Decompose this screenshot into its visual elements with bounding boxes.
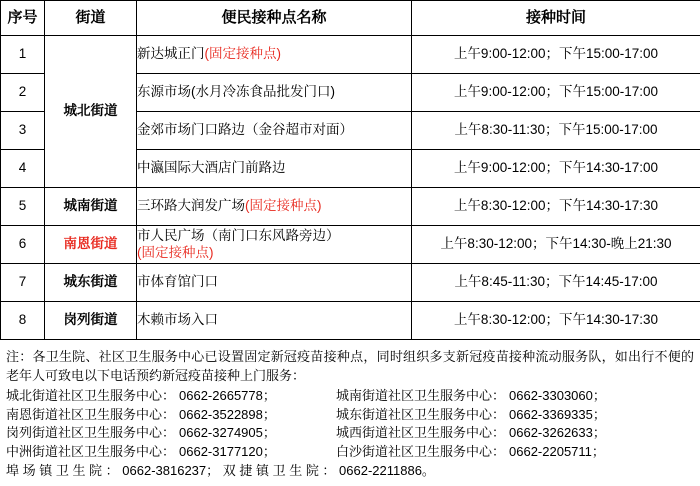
cell-street: 城东街道 [45,264,137,302]
cell-index: 3 [1,112,45,150]
phone-row [6,443,694,462]
cell-index: 8 [1,302,45,340]
table-row [1,188,700,226]
phone-org-name: 白沙街道社区卫生服务中心： [336,444,506,460]
notes-section [0,348,700,481]
phone-org-name: 城东街道社区卫生服务中心： [336,406,506,422]
table-row [1,226,700,264]
site-name: 新达城正门 [137,46,205,62]
phone-number: 0662-3522898； [179,406,276,422]
cell-time: 上午8:30-12:00；下午14:30-17:30 [412,302,700,340]
phone-entry [6,424,336,443]
site-fixed-tag: (固定接种点) [245,198,322,214]
site-fixed-tag: (固定接种点) [204,46,281,62]
site-name: 市人民广场（南门口东风路旁边） [137,227,340,243]
cell-site [137,264,412,302]
table-header [1,1,700,36]
cell-site [137,150,412,188]
phone-row [6,406,694,425]
cell-time: 上午8:30-11:30；下午15:00-17:00 [412,112,700,150]
cell-site [137,188,412,226]
cell-street: 城南街道 [45,188,137,226]
cell-time: 上午9:00-12:00；下午14:30-17:00 [412,150,700,188]
cell-street: 岗列街道 [45,302,137,340]
cell-index: 2 [1,74,45,112]
phone-number: 0662-3369335； [509,406,606,422]
phone-entry [336,387,606,406]
phone-org-name: 城西街道社区卫生服务中心： [336,425,506,441]
table-header-row [1,1,700,36]
cell-index: 6 [1,226,45,264]
cell-time: 上午8:30-12:00；下午14:30-17:30 [412,188,700,226]
phone-org-name: 城南街道社区卫生服务中心： [336,387,506,403]
phone-list [6,387,694,481]
column-header-site: 便民接种点名称 [137,1,412,36]
phone-org-name: 城北街道社区卫生服务中心： [6,387,176,403]
cell-site [137,74,412,112]
phone-number: 0662-3274905； [179,425,276,441]
table-row [1,36,700,74]
cell-time: 上午9:00-12:00；下午15:00-17:00 [412,36,700,74]
table-body [1,36,700,340]
cell-time: 上午9:00-12:00；下午15:00-17:00 [412,74,700,112]
phone-entry [336,443,605,462]
phone-entry [336,406,606,425]
phone-entry [6,387,336,406]
cell-site [137,112,412,150]
cell-index: 7 [1,264,45,302]
table-row [1,302,700,340]
phone-entry [6,443,336,462]
cell-site [137,36,412,74]
site-name: 中瀛国际大酒店门前路边 [137,160,286,176]
cell-index: 1 [1,36,45,74]
phone-number: 0662-3262633； [509,425,606,441]
note-text: 注：各卫生院、社区卫生服务中心已设置固定新冠疫苗接种点，同时组织多支新冠疫苗接种流动服务队，如出行不便的老年人可致电以下电话预约新冠疫苗接种上门服务： [6,349,694,383]
cell-time: 上午8:45-11:30；下午14:45-17:00 [412,264,700,302]
cell-street: 城北街道 [45,36,137,188]
phone-entry [6,406,336,425]
phone-number: 0662-2665778； [179,387,276,403]
cell-index: 4 [1,150,45,188]
phone-number: 0662-2205711； [509,444,605,460]
site-name: 三环路大润发广场 [137,198,245,214]
cell-index: 5 [1,188,45,226]
cell-site [137,302,412,340]
column-header-time: 接种时间 [412,1,700,36]
site-name: 木赖市场入口 [137,312,218,328]
cell-site [137,226,412,264]
site-name: 东源市场(水月冷冻食品批发门口) [137,84,335,100]
phone-entry [336,424,606,443]
table-row [1,264,700,302]
cell-time: 上午8:30-12:00；下午14:30-晚上21:30 [412,226,700,264]
phone-number: 0662-3303060； [509,387,606,403]
column-header-street: 街道 [45,1,137,36]
phone-org-name: 中洲街道社区卫生服务中心： [6,444,176,460]
phone-row-last [6,462,694,481]
site-name: 金郊市场门口路边（金谷超市对面） [137,122,353,138]
site-name: 市体育馆门口 [137,274,218,290]
phone-org-name: 岗列街道社区卫生服务中心： [6,425,176,441]
phone-org-name: 南恩街道社区卫生服务中心： [6,406,176,422]
phone-row [6,387,694,406]
column-header-index: 序号 [1,1,45,36]
phone-number: 0662-3177120； [179,444,276,460]
site-fixed-tag: (固定接种点) [137,244,214,260]
cell-street: 南恩街道 [45,226,137,264]
phone-row [6,424,694,443]
phone-last-line: 埠 场 镇 卫 生 院 ： 0662-3816237； 双 捷 镇 卫 生 院 ： 0662-2211886。 [6,463,435,479]
